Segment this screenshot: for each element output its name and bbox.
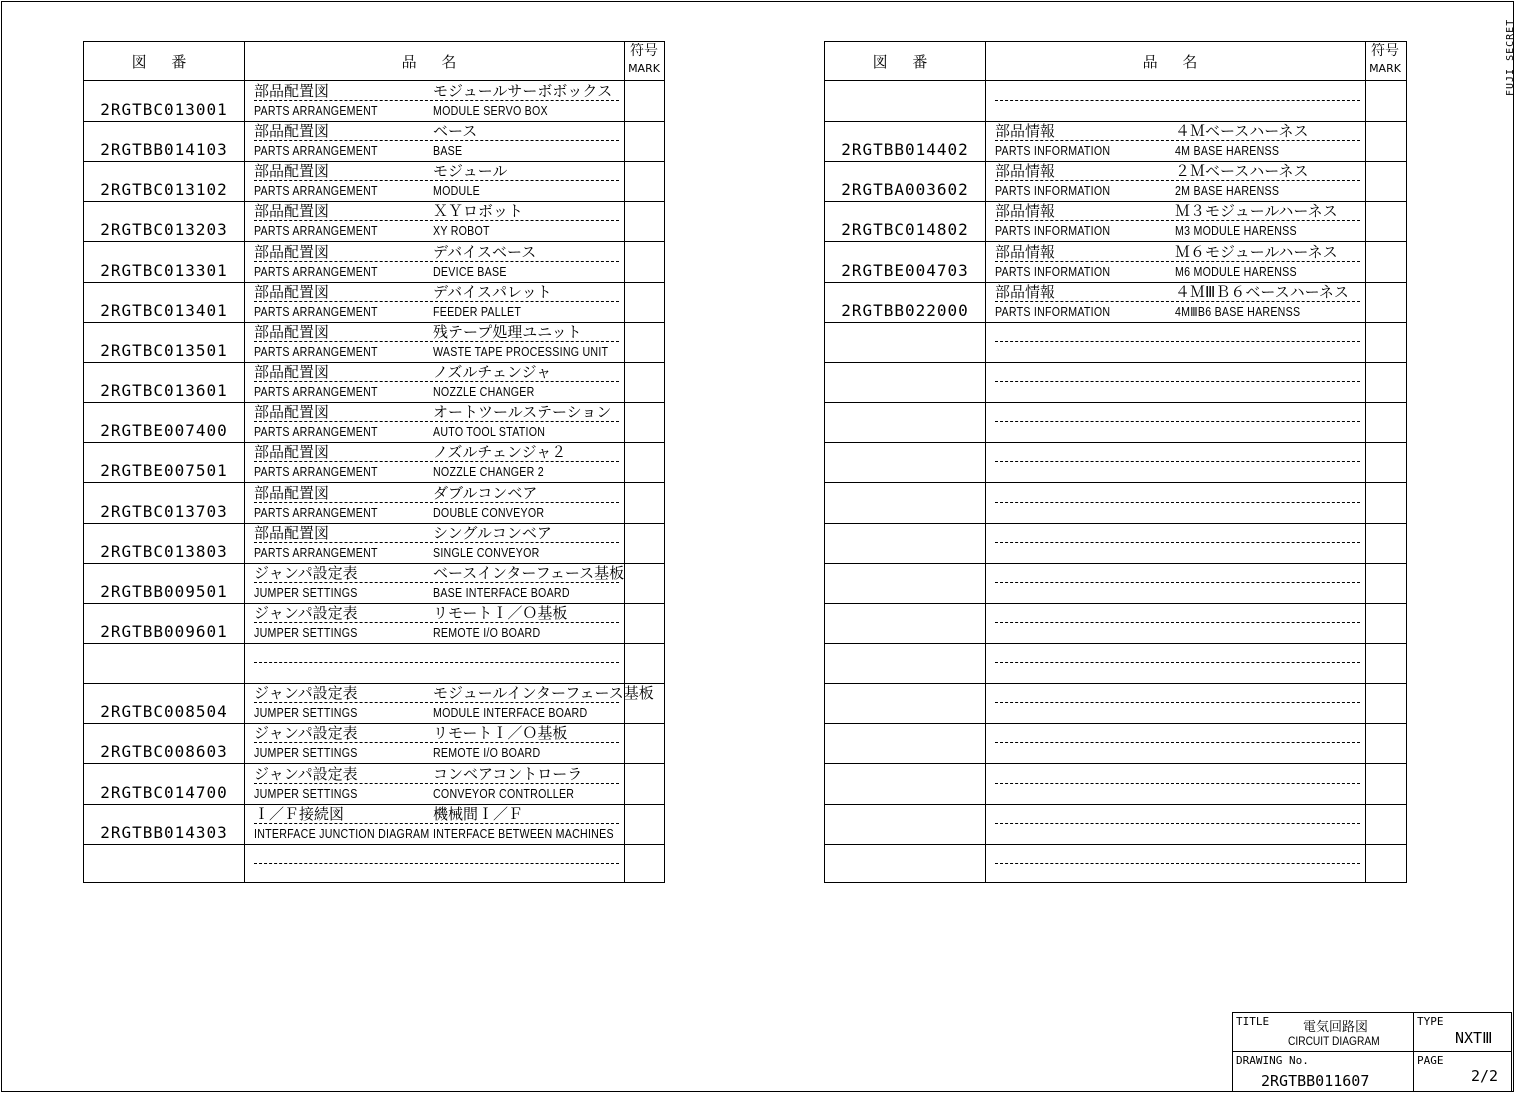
table-row: [825, 161, 1406, 202]
name-jp: ４Ｍベースハーネス: [1175, 122, 1309, 141]
table-row: [84, 121, 664, 162]
table-row: [84, 282, 664, 323]
name-en: BASE INTERFACE BOARD: [433, 585, 570, 600]
category-en: PARTS ARRANGEMENT: [254, 344, 378, 359]
category-en: JUMPER SETTINGS: [254, 625, 358, 640]
table-row: [825, 362, 1406, 403]
table-row: [825, 643, 1406, 684]
dashed-rule: [254, 783, 619, 784]
name-jp: ＸＹロボット: [433, 202, 524, 221]
name-jp: Ｍ６モジュールハーネス: [1175, 242, 1338, 261]
name-jp: ダブルコンベア: [433, 483, 538, 502]
category-jp: 部品配置図: [254, 403, 330, 422]
drawing-number-cell: 2RGTBC013501: [100, 340, 228, 360]
category-en: PARTS INFORMATION: [995, 264, 1111, 279]
dashed-rule: [995, 301, 1360, 302]
drawing-number-cell: 2RGTBE007400: [100, 421, 228, 441]
name-jp: 機械間Ｉ／Ｆ: [433, 804, 524, 823]
header-number: 図 番: [131, 53, 197, 71]
name-jp: リモートＩ／Ｏ基板: [433, 724, 568, 743]
category-jp: 部品配置図: [254, 122, 330, 141]
name-en: 2M BASE HARENSS: [1175, 184, 1280, 199]
drawing-number-cell: 2RGTBB009601: [100, 621, 228, 641]
title-jp: 電気回路図: [1303, 1020, 1369, 1035]
category-jp: 部品配置図: [254, 322, 330, 341]
category-en: PARTS INFORMATION: [995, 304, 1111, 319]
drawing-number-cell: 2RGTBC008603: [100, 742, 228, 762]
dashed-rule: [995, 502, 1360, 503]
table-row: [825, 81, 1406, 122]
dashed-rule: [995, 582, 1360, 583]
category-en: PARTS INFORMATION: [995, 224, 1111, 239]
dashed-rule: [995, 100, 1360, 101]
category-jp: 部品配置図: [254, 523, 330, 542]
category-jp: 部品配置図: [254, 483, 330, 502]
name-en: M6 MODULE HARENSS: [1175, 264, 1297, 279]
name-jp: デバイスパレット: [433, 282, 552, 301]
name-en: NOZZLE CHANGER: [433, 385, 535, 400]
table-body: [825, 81, 1406, 882]
dashed-rule: [254, 301, 619, 302]
dashed-rule: [995, 823, 1360, 824]
table-row: [825, 201, 1406, 242]
category-jp: ジャンパ設定表: [254, 764, 358, 783]
title-label: TITLE: [1236, 1015, 1270, 1028]
name-en: XY ROBOT: [433, 224, 490, 239]
parts-list-table-left: [83, 41, 665, 883]
table-row: [825, 764, 1406, 805]
dashed-rule: [254, 180, 619, 181]
category-en: INTERFACE JUNCTION DIAGRAM: [254, 826, 430, 841]
page-label: PAGE: [1417, 1054, 1444, 1067]
name-jp: リモートＩ／Ｏ基板: [433, 603, 568, 622]
table-row: [84, 81, 664, 122]
fuji-secret-label: FUJI SECRET: [1505, 18, 1516, 96]
category-en: PARTS ARRANGEMENT: [254, 104, 378, 118]
drawing-number-cell: 2RGTBB014402: [841, 140, 969, 160]
table-row: [825, 402, 1406, 443]
table-row: [84, 201, 664, 242]
drawing-number-cell: 2RGTBC014802: [841, 220, 969, 240]
category-en: PARTS ARRANGEMENT: [254, 304, 378, 319]
table-row: [84, 442, 664, 483]
table-row: [84, 723, 664, 764]
dashed-rule: [254, 582, 619, 583]
category-jp: 部品配置図: [254, 242, 330, 261]
drawing-number-cell: 2RGTBA003602: [841, 180, 969, 200]
name-en: AUTO TOOL STATION: [433, 425, 546, 440]
table-row: [825, 322, 1406, 363]
title-block-divider: [1233, 1051, 1511, 1052]
name-en: REMOTE I/O BOARD: [433, 746, 541, 761]
drawing-number-cell: 2RGTBC013102: [100, 180, 228, 200]
category-en: PARTS ARRANGEMENT: [254, 545, 378, 560]
table-row: [825, 844, 1406, 884]
drawing-number-cell: 2RGTBC013301: [100, 260, 228, 280]
table-row: [84, 362, 664, 403]
table-row: [84, 603, 664, 644]
table-row: [84, 764, 664, 805]
dashed-rule: [254, 823, 619, 824]
drawing-number-cell: 2RGTBC013601: [100, 381, 228, 401]
category-jp: ジャンパ設定表: [254, 724, 358, 743]
table-row: [84, 322, 664, 363]
table-header: [84, 42, 664, 81]
name-en: DEVICE BASE: [433, 264, 507, 279]
table-body: [84, 81, 664, 882]
name-en: SINGLE CONVEYOR: [433, 545, 540, 560]
dashed-rule: [254, 542, 619, 543]
category-en: JUMPER SETTINGS: [254, 746, 358, 761]
name-en: REMOTE I/O BOARD: [433, 625, 541, 640]
category-en: PARTS INFORMATION: [995, 184, 1111, 199]
dashed-rule: [995, 341, 1360, 342]
category-jp: 部品情報: [995, 282, 1056, 301]
category-en: PARTS ARRANGEMENT: [254, 144, 378, 159]
drawing-number-cell: 2RGTBC013703: [100, 501, 228, 521]
name-jp: ２Ｍベースハーネス: [1175, 162, 1309, 181]
header-name: 品 名: [401, 53, 467, 71]
dashed-rule: [254, 100, 619, 101]
category-en: JUMPER SETTINGS: [254, 585, 358, 600]
category-jp: 部品情報: [995, 122, 1056, 141]
dashed-rule: [254, 742, 619, 743]
drawing-number: 2RGTBB011607: [1261, 1072, 1370, 1090]
name-en: MODULE SERVO BOX: [433, 104, 548, 118]
drawing-number-cell: 2RGTBC008504: [100, 702, 228, 722]
drawing-number-cell: 2RGTBB014303: [100, 822, 228, 842]
drawing-number-cell: 2RGTBE007501: [100, 461, 228, 481]
dashed-rule: [254, 622, 619, 623]
category-jp: 部品情報: [995, 242, 1056, 261]
dashed-rule: [995, 381, 1360, 382]
table-row: [825, 282, 1406, 323]
name-en: MODULE: [433, 184, 480, 199]
table-header: [825, 42, 1406, 81]
name-en: DOUBLE CONVEYOR: [433, 505, 545, 520]
category-en: PARTS ARRANGEMENT: [254, 264, 378, 279]
header-mark-jp: 符号: [630, 43, 658, 59]
table-row: [84, 563, 664, 604]
dashed-rule: [254, 421, 619, 422]
drawing-number-cell: 2RGTBC013203: [100, 220, 228, 240]
table-row: [825, 523, 1406, 564]
table-row: [84, 402, 664, 443]
category-en: JUMPER SETTINGS: [254, 786, 358, 801]
title-block: [1232, 1012, 1512, 1092]
name-jp: モジュール: [433, 162, 508, 181]
category-en: PARTS ARRANGEMENT: [254, 385, 378, 400]
name-en: M3 MODULE HARENSS: [1175, 224, 1297, 239]
table-row: [825, 442, 1406, 483]
category-jp: 部品情報: [995, 162, 1056, 181]
category-en: JUMPER SETTINGS: [254, 706, 358, 721]
dashed-rule: [995, 863, 1360, 864]
dashed-rule: [995, 742, 1360, 743]
title-block-divider: [1413, 1013, 1414, 1091]
parts-list-table-right: [824, 41, 1407, 883]
table-row: [84, 242, 664, 283]
dashed-rule: [995, 140, 1360, 141]
drawing-number-cell: 2RGTBC013401: [100, 300, 228, 320]
dashed-rule: [995, 662, 1360, 663]
title-en: CIRCUIT DIAGRAM: [1288, 1034, 1380, 1048]
dashed-rule: [995, 421, 1360, 422]
name-jp: モジュールインターフェース基板: [433, 684, 654, 703]
drawing-number-cell: 2RGTBB009501: [100, 581, 228, 601]
name-en: WASTE TAPE PROCESSING UNIT: [433, 344, 609, 359]
table-row: [825, 483, 1406, 524]
category-en: PARTS ARRANGEMENT: [254, 224, 378, 239]
name-jp: ベースインターフェース基板: [433, 563, 625, 582]
name-jp: ４ＭⅢＢ６ベースハーネス: [1175, 282, 1349, 301]
header-mark: [1365, 43, 1405, 77]
name-jp: ベース: [433, 122, 478, 141]
dashed-rule: [254, 502, 619, 503]
table-row: [84, 643, 664, 684]
table-row: [825, 121, 1406, 162]
dashed-rule: [254, 461, 619, 462]
table-row: [825, 683, 1406, 724]
drawing-number-cell: 2RGTBC013803: [100, 541, 228, 561]
table-row: [825, 603, 1406, 644]
header-number: 図 番: [872, 53, 938, 71]
dashed-rule: [995, 261, 1360, 262]
category-jp: ジャンパ設定表: [254, 563, 358, 582]
category-jp: 部品配置図: [254, 162, 330, 181]
category-jp: ジャンパ設定表: [254, 603, 358, 622]
header-mark: [624, 43, 664, 77]
dashed-rule: [254, 341, 619, 342]
name-en: CONVEYOR CONTROLLER: [433, 786, 575, 801]
dashed-rule: [995, 461, 1360, 462]
name-en: 4M BASE HARENSS: [1175, 144, 1280, 159]
type-value: NXTⅢ: [1455, 1029, 1493, 1047]
category-jp: Ｉ／Ｆ接続図: [254, 804, 345, 823]
category-en: PARTS ARRANGEMENT: [254, 425, 378, 440]
table-row: [825, 563, 1406, 604]
dashed-rule: [254, 140, 619, 141]
header-name: 品 名: [1142, 53, 1208, 71]
dashed-rule: [995, 702, 1360, 703]
name-jp: 残テープ処理ユニット: [433, 322, 582, 341]
dashed-rule: [254, 261, 619, 262]
dashed-rule: [995, 180, 1360, 181]
name-jp: オートツールステーション: [433, 403, 612, 422]
dashed-rule: [254, 381, 619, 382]
drawing-no-label: DRAWING No.: [1236, 1054, 1309, 1067]
name-en: INTERFACE BETWEEN MACHINES: [433, 826, 614, 841]
drawing-number-cell: 2RGTBC013001: [100, 100, 228, 119]
table-row: [825, 723, 1406, 764]
name-jp: ノズルチェンジャ: [433, 363, 552, 382]
category-en: PARTS ARRANGEMENT: [254, 465, 378, 480]
table-row: [84, 483, 664, 524]
category-en: PARTS ARRANGEMENT: [254, 184, 378, 199]
name-en: MODULE INTERFACE BOARD: [433, 706, 588, 721]
name-en: 4MⅢB6 BASE HARENSS: [1175, 304, 1301, 319]
table-row: [84, 804, 664, 845]
category-jp: ジャンパ設定表: [254, 684, 358, 703]
table-row: [84, 683, 664, 724]
header-mark-en: MARK: [628, 62, 660, 75]
dashed-rule: [254, 662, 619, 663]
category-jp: 部品配置図: [254, 202, 330, 221]
category-jp: 部品配置図: [254, 282, 330, 301]
header-mark-jp: 符号: [1371, 43, 1399, 59]
dashed-rule: [254, 863, 619, 864]
name-jp: Ｍ３モジュールハーネス: [1175, 202, 1338, 221]
category-jp: 部品配置図: [254, 443, 330, 462]
name-en: NOZZLE CHANGER 2: [433, 465, 544, 480]
category-jp: 部品情報: [995, 202, 1056, 221]
dashed-rule: [995, 220, 1360, 221]
name-jp: コンベアコントローラ: [433, 764, 583, 783]
name-jp: モジュールサーボボックス: [433, 82, 613, 100]
category-en: PARTS INFORMATION: [995, 144, 1111, 159]
table-row: [84, 523, 664, 564]
name-jp: シングルコンベア: [433, 523, 552, 542]
name-jp: デバイスベース: [433, 242, 537, 261]
table-row: [84, 161, 664, 202]
table-row: [825, 804, 1406, 845]
page-value: 2/2: [1471, 1067, 1499, 1085]
category-jp: 部品配置図: [254, 363, 330, 382]
table-row: [825, 242, 1406, 283]
name-en: FEEDER PALLET: [433, 304, 522, 319]
drawing-number-cell: 2RGTBB022000: [841, 300, 969, 320]
name-en: BASE: [433, 144, 463, 159]
dashed-rule: [254, 702, 619, 703]
header-mark-en: MARK: [1369, 62, 1401, 75]
drawing-number-cell: 2RGTBC014700: [100, 782, 228, 802]
category-jp: 部品配置図: [254, 82, 330, 100]
dashed-rule: [995, 622, 1360, 623]
dashed-rule: [254, 220, 619, 221]
type-label: TYPE: [1417, 1015, 1444, 1028]
table-row: [84, 844, 664, 884]
drawing-number-cell: 2RGTBE004703: [841, 260, 969, 280]
dashed-rule: [995, 542, 1360, 543]
category-en: PARTS ARRANGEMENT: [254, 505, 378, 520]
dashed-rule: [995, 783, 1360, 784]
drawing-number-cell: 2RGTBB014103: [100, 140, 228, 160]
name-jp: ノズルチェンジャ２: [433, 443, 567, 462]
